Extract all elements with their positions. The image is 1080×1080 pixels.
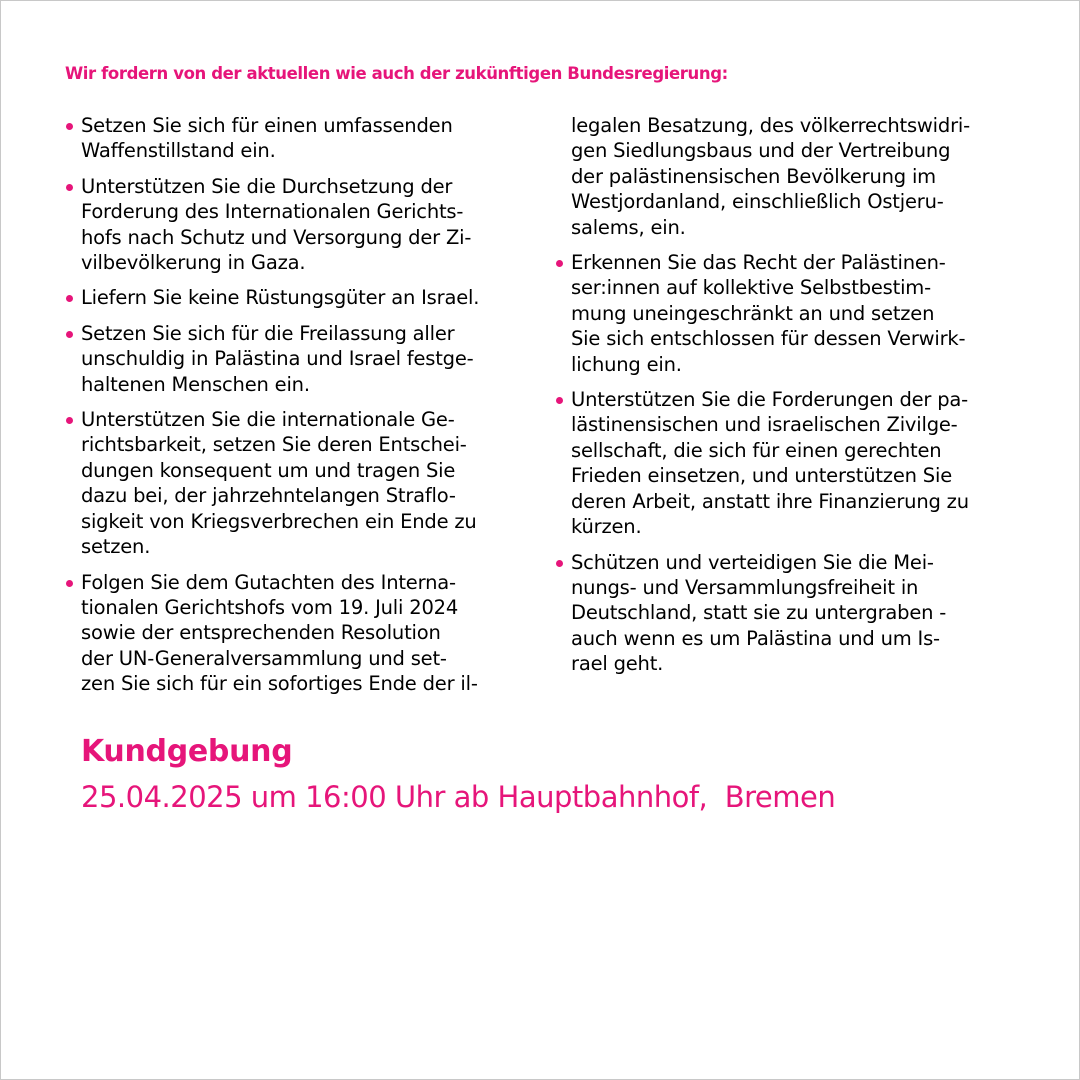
list-item xyxy=(81,113,541,164)
list-item xyxy=(571,250,1031,377)
list-item-text: Schützen und verteidigen Sie die Mei- nungs- und Versammlungsfreiheit in Deutschland, statt sie zu untergraben - auch wenn es um Palästina und um Is- rael geht. xyxy=(571,550,947,676)
list-item-text: Folgen Sie dem Gutachten des Interna- tionalen Gerichtshofs vom 19. Juli 2024 sowie der entsprechenden Resolution der UN-Generalversammlung und set- zen Sie sich für ein sofortiges Ende der il- xyxy=(81,570,478,696)
bullet-dot-icon xyxy=(66,417,73,424)
list-item-continuation xyxy=(571,113,1031,240)
bullet-dot-icon xyxy=(66,295,73,302)
list-item-text: Setzen Sie sich für einen umfassenden Waffenstillstand ein. xyxy=(81,114,453,163)
demands-list-left xyxy=(81,113,541,707)
bullet-dot-icon xyxy=(66,331,73,338)
event-title: Kundgebung xyxy=(81,734,293,769)
list-item-text: Unterstützen Sie die Durchsetzung der Forderung des Internationalen Gerichts- hofs nach Schutz und Versorgung der Zi- vilbevölkerung in Gaza. xyxy=(81,174,472,275)
list-item xyxy=(571,387,1031,539)
list-item-text: Setzen Sie sich für die Freilassung aller unschuldig in Palästina und Israel festge- haltenen Menschen ein. xyxy=(81,321,474,396)
bullet-dot-icon xyxy=(556,397,563,404)
list-item xyxy=(81,321,541,397)
list-item xyxy=(571,550,1031,677)
bullet-dot-icon xyxy=(66,123,73,130)
list-item-text: legalen Besatzung, des völkerrechtswidri- gen Siedlungsbaus und der Vertreibung der palästinensischen Bevölkerung im Westjordanland, einschließlich Ostjeru- salems, ein. xyxy=(571,114,970,239)
list-item-text: Unterstützen Sie die Forderungen der pa- lästinensischen und israelischen Zivilge- sellschaft, die sich für einen gerechten Frieden einsetzen, und unterstützen Sie deren Arbeit, anstatt ihre Finanzierung zu kürzen. xyxy=(571,388,969,539)
bullet-dot-icon xyxy=(66,184,73,191)
list-item-text: Liefern Sie keine Rüstungsgüter an Israel. xyxy=(81,286,480,310)
bullet-dot-icon xyxy=(556,560,563,567)
list-item xyxy=(81,174,541,276)
bullet-dot-icon xyxy=(66,580,73,587)
demands-heading: Wir fordern von der aktuellen wie auch der zukünftigen Bundesregierung: xyxy=(65,64,728,83)
bullet-dot-icon xyxy=(556,260,563,267)
list-item-text: Erkennen Sie das Recht der Palästinen- ser:innen auf kollektive Selbstbestim- mung uneingeschränkt an und setzen Sie sich entschlossen für dessen Verwirk- lichung ein. xyxy=(571,251,966,376)
list-item-text: Unterstützen Sie die internationale Ge- richtsbarkeit, setzen Sie deren Entschei- dungen konsequent um und tragen Sie dazu bei, der jahrzehntelangen Straflo- sigkeit von Kriegsverbrechen ein Ende zu setzen. xyxy=(81,408,477,559)
demands-list-right xyxy=(571,113,1031,687)
list-item xyxy=(81,285,541,310)
list-item xyxy=(81,570,541,697)
list-item xyxy=(81,407,541,559)
event-details: 25.04.2025 um 16:00 Uhr ab Hauptbahnhof, Bremen xyxy=(81,780,836,814)
